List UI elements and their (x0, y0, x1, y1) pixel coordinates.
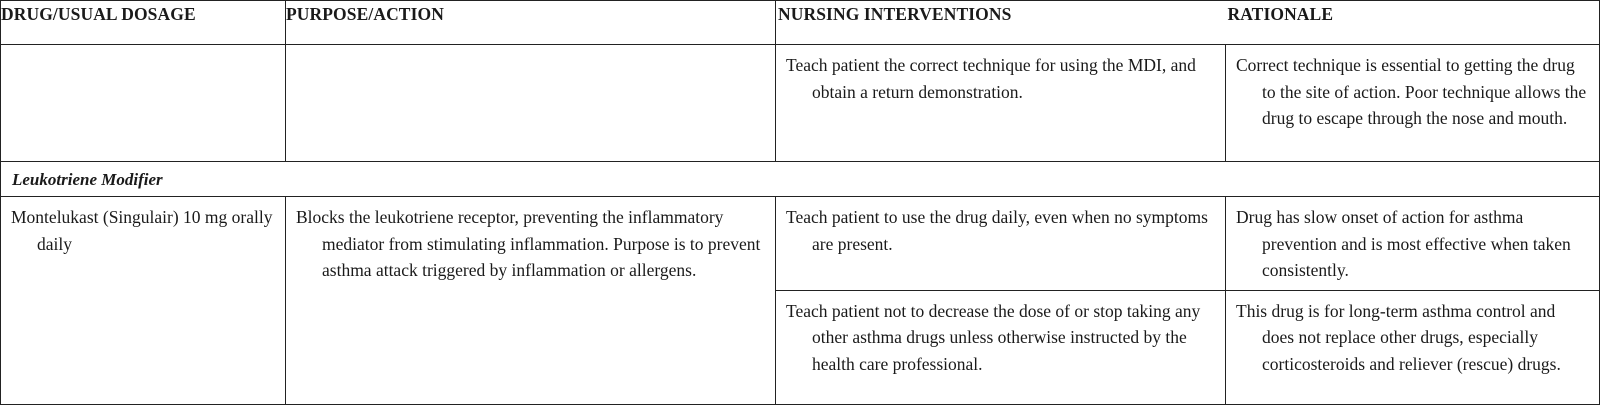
header-rationale: RATIONALE (1226, 1, 1600, 45)
rationale-text: This drug is for long-term asthma control and does not replace other drugs, especially corticosteroids and reliever (rescue) drugs. (1236, 300, 1561, 374)
intervention-text: Teach patient not to decrease the dose of or stop taking any other asthma drugs unless otherwise instructed by the health care professional. (786, 300, 1201, 374)
rationale-text: Correct technique is essential to getting the drug to the site of action. Poor technique allows the drug to escape through the nose and mouth. (1236, 55, 1587, 128)
drug-cell (1, 197, 286, 405)
header-nursing: NURSING INTERVENTIONS (776, 1, 1226, 45)
intervention-cell (776, 45, 1226, 162)
table-row (1, 197, 1600, 291)
rationale-cell (1226, 45, 1600, 162)
purpose-cell-empty (286, 45, 776, 162)
purpose-cell (286, 197, 776, 405)
intervention-text: Teach patient to use the drug daily, even when no symptoms are present. (786, 207, 1208, 254)
intervention-text: Teach patient the correct technique for using the MDI, and obtain a return demonstration. (786, 55, 1196, 102)
intervention-cell (776, 197, 1226, 291)
header-row (1, 1, 1600, 45)
drug-cell-empty (1, 45, 286, 162)
rationale-cell (1226, 197, 1600, 291)
drug-text: Montelukast (Singulair) 10 mg orally daily (11, 207, 273, 254)
section-row (1, 162, 1600, 197)
rationale-cell (1226, 290, 1600, 404)
intervention-cell (776, 290, 1226, 404)
table-row (1, 45, 1600, 162)
rationale-text: Drug has slow onset of action for asthma prevention and is most effective when taken consistently. (1236, 207, 1571, 280)
section-title: Leukotriene Modifier (1, 162, 1600, 197)
header-purpose: PURPOSE/ACTION (286, 1, 776, 45)
header-drug: DRUG/USUAL DOSAGE (1, 1, 286, 45)
purpose-text: Blocks the leukotriene receptor, preventing the inflammatory mediator from stimulating inflammation. Purpose is to prevent asthma attack triggered by inflammation or allergens. (296, 207, 761, 280)
